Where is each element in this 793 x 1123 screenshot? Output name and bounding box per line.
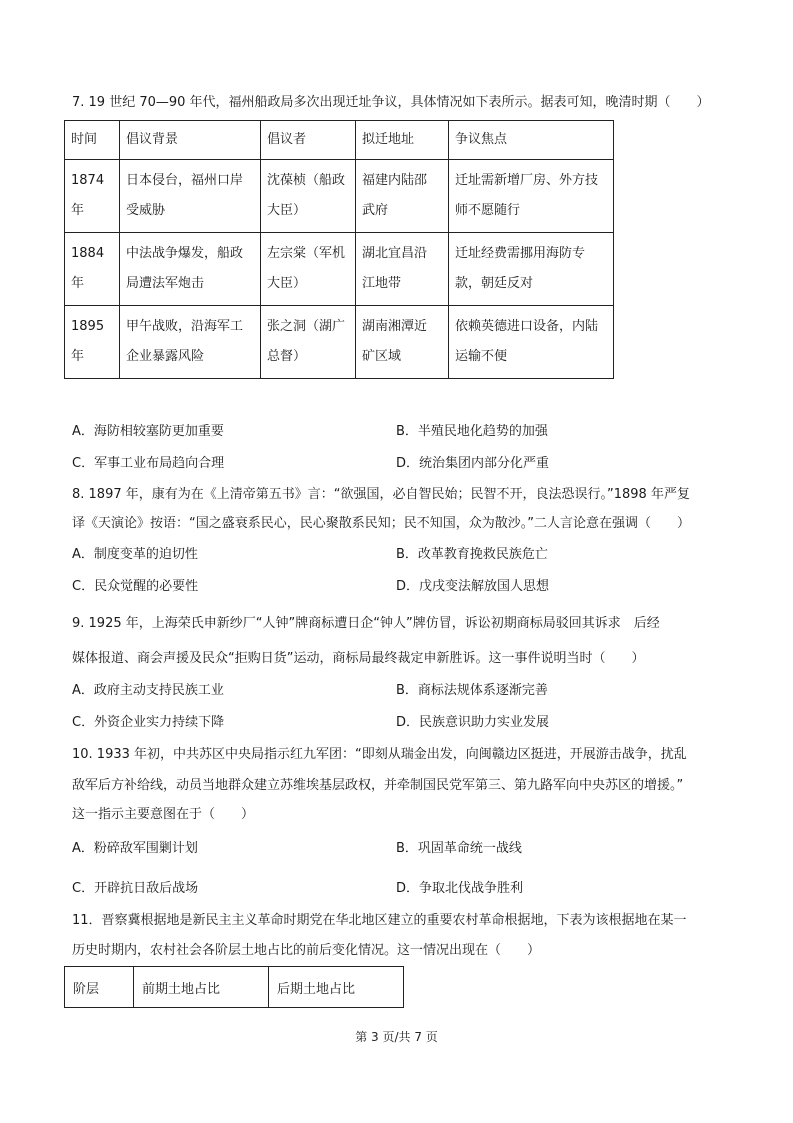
q10-stem-line: 这一指示主要意图在于（ ）: [72, 807, 255, 822]
q8-stem-line: 译《天演论》按语：“国之盛衰系民心，民心聚散系民知；民不知国，众为散沙。”二人言论意在强调（ ）: [72, 516, 690, 531]
q10-stem-line: 10. 1933 年初，中共苏区中央局指示红九军团：“即刻从瑞金出发，向闽赣边区挺进，开展游击战争，扰乱: [72, 747, 687, 762]
table-cell: 迁址需新增厂房、外方技 师不愿随行: [449, 160, 614, 233]
table-cell: 左宗棠（军机 大臣）: [261, 233, 356, 306]
q10-option-a: A．粉碎敌军围剿计划: [72, 841, 198, 856]
q8-stem-line: 8. 1897 年，康有为在《上清帝第五书》言：“欲强国，必自智民始；民智不开，良法恐误行。”1898 年严复: [72, 487, 690, 502]
table-cell: 湖南湘潭近 矿区域: [356, 306, 449, 379]
page-footer: 第 3 页/共 7 页: [355, 1030, 438, 1044]
q10-option-b: B．巩固革命统一战线: [396, 841, 522, 856]
table-cell: 湖北宜昌沿 江地带: [356, 233, 449, 306]
q9-option-c: C．外资企业实力持续下降: [72, 715, 225, 730]
table-cell: 迁址经费需挪用海防专 款，朝廷反对: [449, 233, 614, 306]
table-header-cell: 阶层: [65, 967, 134, 1008]
table-cell: 依赖英德进口设备，内陆 运输不便: [449, 306, 614, 379]
table-row: [65, 306, 614, 379]
table-header-cell: 时间: [65, 121, 120, 160]
table-header-cell: 后期土地占比: [269, 967, 404, 1008]
q10-option-c: C．开辟抗日敌后战场: [72, 881, 199, 896]
table-cell: 日本侵台，福州口岸 受威胁: [120, 160, 261, 233]
q11-table: [64, 966, 404, 1008]
q9-option-d: D．民族意识助力实业发展: [396, 715, 550, 730]
q7-option-d: D．统治集团内部分化严重: [396, 456, 550, 471]
table-cell: 1884 年: [65, 233, 120, 306]
table-cell: 沈葆桢（船政 大臣）: [261, 160, 356, 233]
table-row: [65, 160, 614, 233]
q7-option-b: B．半殖民地化趋势的加强: [396, 424, 548, 439]
q8-option-d: D．戊戌变法解放国人思想: [396, 579, 550, 594]
table-row: [65, 233, 614, 306]
q10-stem-line: 敌军后方补给线，动员当地群众建立苏维埃基层政权，并牵制国民党军第三、第九路军向中央苏区的增援。”: [72, 778, 684, 793]
q8-option-b: B．改革教育挽救民族危亡: [396, 547, 548, 562]
table-cell: 福建内陆邵 武府: [356, 160, 449, 233]
table-header-cell: 拟迁地址: [356, 121, 449, 160]
table-header-cell: 倡议背景: [120, 121, 261, 160]
table-header-row: [65, 967, 404, 1008]
q11-stem-line: 历史时期内，农村社会各阶层土地占比的前后变化情况。这一情况出现在（ ）: [72, 943, 541, 958]
q10-option-d: D．争取北伐战争胜利: [396, 881, 524, 896]
q8-option-c: C．民众觉醒的必要性: [72, 579, 199, 594]
q9-option-a: A．政府主动支持民族工业: [72, 683, 224, 698]
table-cell: 中法战争爆发，船政 局遭法军炮击: [120, 233, 261, 306]
q9-stem-line: 媒体报道、商会声援及民众“拒购日货”运动，商标局最终裁定申新胜诉。这一事件说明当时（ ）: [72, 651, 645, 666]
table-cell: 1895 年: [65, 306, 120, 379]
q7-option-a: A．海防相较塞防更加重要: [72, 424, 224, 439]
table-header-cell: 争议焦点: [449, 121, 614, 160]
q7-option-c: C．军事工业布局趋向合理: [72, 456, 225, 471]
table-header-cell: 倡议者: [261, 121, 356, 160]
table-cell: 甲午战败，沿海军工 企业暴露风险: [120, 306, 261, 379]
table-cell: 张之洞（湖广 总督）: [261, 306, 356, 379]
q7-stem: 7. 19 世纪 70—90 年代，福州船政局多次出现迁址争议，具体情况如下表所示。据表可知，晚清时期（ ）: [72, 95, 710, 110]
table-header-cell: 前期土地占比: [134, 967, 269, 1008]
q11-stem-line: 11．晋察冀根据地是新民主主义革命时期党在华北地区建立的重要农村革命根据地，下表为该根据地在某一: [72, 913, 687, 928]
q9-stem-line: 9. 1925 年，上海荣氏申新纱厂“人钟”牌商标遭日企“钟人”牌仿冒，诉讼初期商标局驳回其诉求 后经: [72, 616, 660, 631]
table-cell: 1874 年: [65, 160, 120, 233]
q8-option-a: A．制度变革的迫切性: [72, 547, 198, 562]
table-header-row: [65, 121, 614, 160]
q7-table: [64, 120, 614, 379]
q9-option-b: B．商标法规体系逐渐完善: [396, 683, 548, 698]
